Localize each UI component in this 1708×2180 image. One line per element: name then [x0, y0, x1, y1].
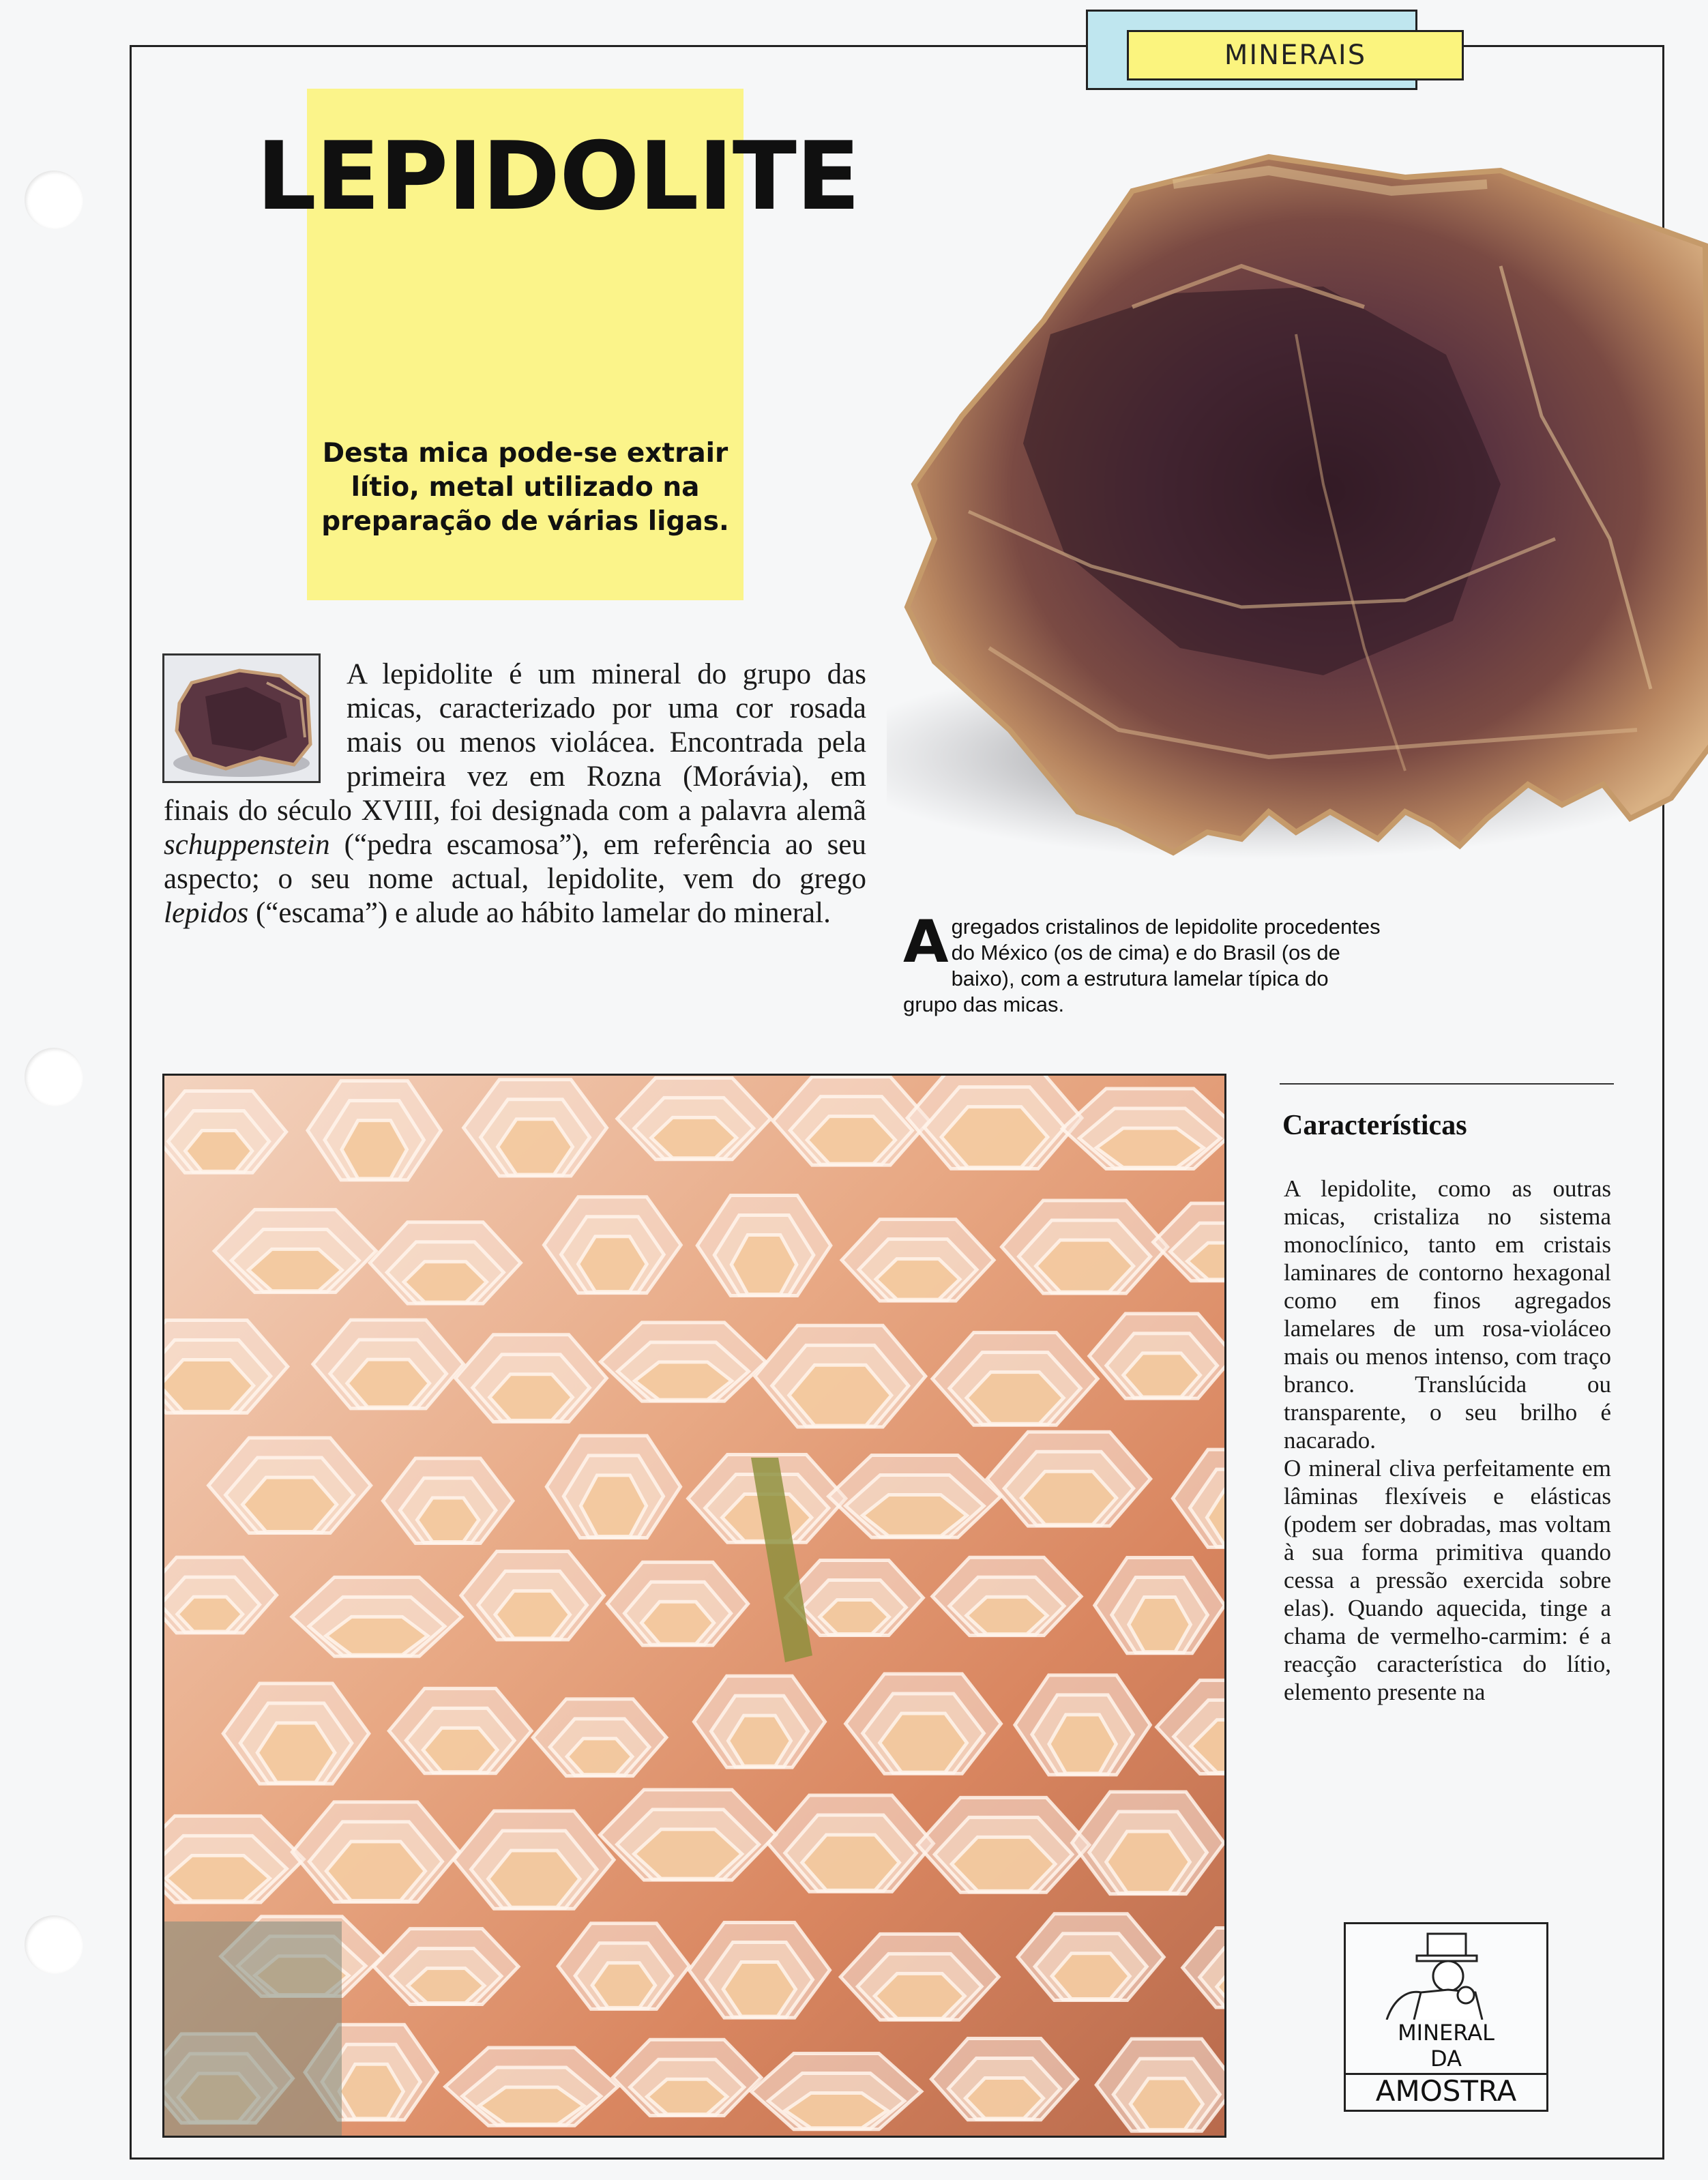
lead-text: Desta mica pode-se extrair lítio, metal utilizado na preparação de várias ligas.: [321, 438, 729, 537]
crystal-plate: [1129, 1597, 1191, 1651]
crystal-plate: [647, 2079, 727, 2114]
characteristics-heading: Características: [1282, 1110, 1467, 1141]
term-lepidos: lepidos: [164, 897, 249, 929]
crystal-plate: [651, 1117, 737, 1158]
crystal-plate: [1049, 1715, 1116, 1773]
crystal-plate: [177, 1597, 243, 1632]
badge-line-3: AMOSTRA: [1346, 2073, 1546, 2108]
characteristics-paragraph: A lepidolite, como as outras micas, cristaliza no sistema monoclínico, tanto em cristais laminares de contorno hexagonal como em finos agregados lamelares de um rosa-violáceo mais ou menos intenso, com traço branco. Translúcida ou transparente, o seu brilho é nacarado.: [1284, 1175, 1611, 1454]
crystal-plate: [1130, 2078, 1203, 2130]
crystal-plate: [874, 1973, 965, 2018]
crystal-plate: [578, 1237, 647, 1292]
crystal-plate: [326, 1617, 428, 1655]
term-schuppenstein: schuppenstein: [164, 829, 330, 861]
page-title: LEPIDOLITE: [256, 121, 860, 231]
crystal-plate: [404, 1262, 486, 1302]
crystal-plate: [490, 1374, 573, 1421]
characteristics-text: [1284, 1175, 1611, 1706]
crystal-plate: [820, 1600, 889, 1634]
crystal-plate: [480, 2087, 584, 2124]
caption-text: gregados cristalinos de lepidolite procedentes do México (os de cima) e do Brasil (os de baixo), com a estrutura lamelar típica do grupo das micas.: [903, 915, 1381, 1016]
collector-illustration-icon: [1346, 1924, 1546, 2020]
crystal-plate: [498, 1119, 573, 1175]
crystal-plate: [635, 1362, 732, 1400]
crystal-plate: [580, 1475, 646, 1537]
crystal-plate: [347, 1359, 430, 1407]
crystal-plate: [1096, 1128, 1203, 1168]
crystal-plate: [257, 1723, 335, 1782]
crystal-plate: [731, 1235, 797, 1294]
caption-drop-cap: A: [903, 908, 949, 976]
characteristics-paragraph: O mineral cliva perfeitamente em lâminas flexíveis e elásticas (podem ser dobradas, mas voltam à sua forma primitiva quando cessa a pressão exercida sobre elas). Quando aquecida, tinge a chama de vermelho-carmim: é a reacção característica do lítio, elemento presente na: [1284, 1455, 1611, 1705]
punch-hole: [25, 171, 83, 229]
crystal-plate: [876, 1259, 960, 1299]
crystal-plate: [723, 1962, 795, 2017]
crystal-plate: [339, 2064, 403, 2119]
intro-paragraph: A lepidolite é um mineral do grupo das micas, caracterizado por uma cor rosada mais ou menos violácea. Encontrada pela primeira vez em Rozna (Morávia), em finais do século XVIII, foi designada com a palavra alemã schuppenstein (“pedra escamosa”), em referência ao seu aspecto; o seu nome actual, lepidolite, vem do grego lepidos (“escama”) e alude ao hábito lamelar do mineral.: [164, 658, 866, 929]
lepidolite-crystals-photo: [162, 1074, 1226, 2138]
crystal-plate: [186, 1131, 252, 1172]
crystal-plate: [592, 1963, 655, 2008]
lepidolite-rock-photo: [887, 130, 1708, 907]
crystal-plate: [423, 1728, 497, 1771]
crystal-plate: [408, 1969, 484, 2003]
badge-line-2: DA: [1430, 2046, 1462, 2072]
crystal-plate: [1052, 1954, 1130, 1999]
mineral-sample-badge: [1344, 1922, 1548, 2112]
photo-caption: [903, 908, 1381, 1018]
crystal-plate: [248, 1249, 342, 1291]
crystal-plate: [728, 1715, 791, 1766]
section-tab: [1127, 30, 1464, 80]
crystal-plate: [417, 1498, 478, 1542]
crystal-plate: [965, 2078, 1043, 2119]
section-tab-label: MINERAIS: [1224, 40, 1367, 71]
punch-hole: [25, 1048, 83, 1106]
badge-line-1: MINERAL: [1398, 2020, 1494, 2046]
section-divider: [1280, 1083, 1614, 1085]
punch-hole: [25, 1915, 83, 1974]
crystal-plate: [567, 1739, 632, 1775]
crystal-plate: [342, 1121, 407, 1179]
crystal-plate: [495, 1591, 570, 1638]
crystal-plate: [967, 1597, 1047, 1634]
crystal-plate: [642, 1602, 714, 1644]
crystal-plate: [785, 2093, 887, 2128]
crystal-plate: [807, 1117, 895, 1164]
crystal-plate: [863, 1494, 967, 1536]
crystal-plate: [1123, 1353, 1201, 1397]
